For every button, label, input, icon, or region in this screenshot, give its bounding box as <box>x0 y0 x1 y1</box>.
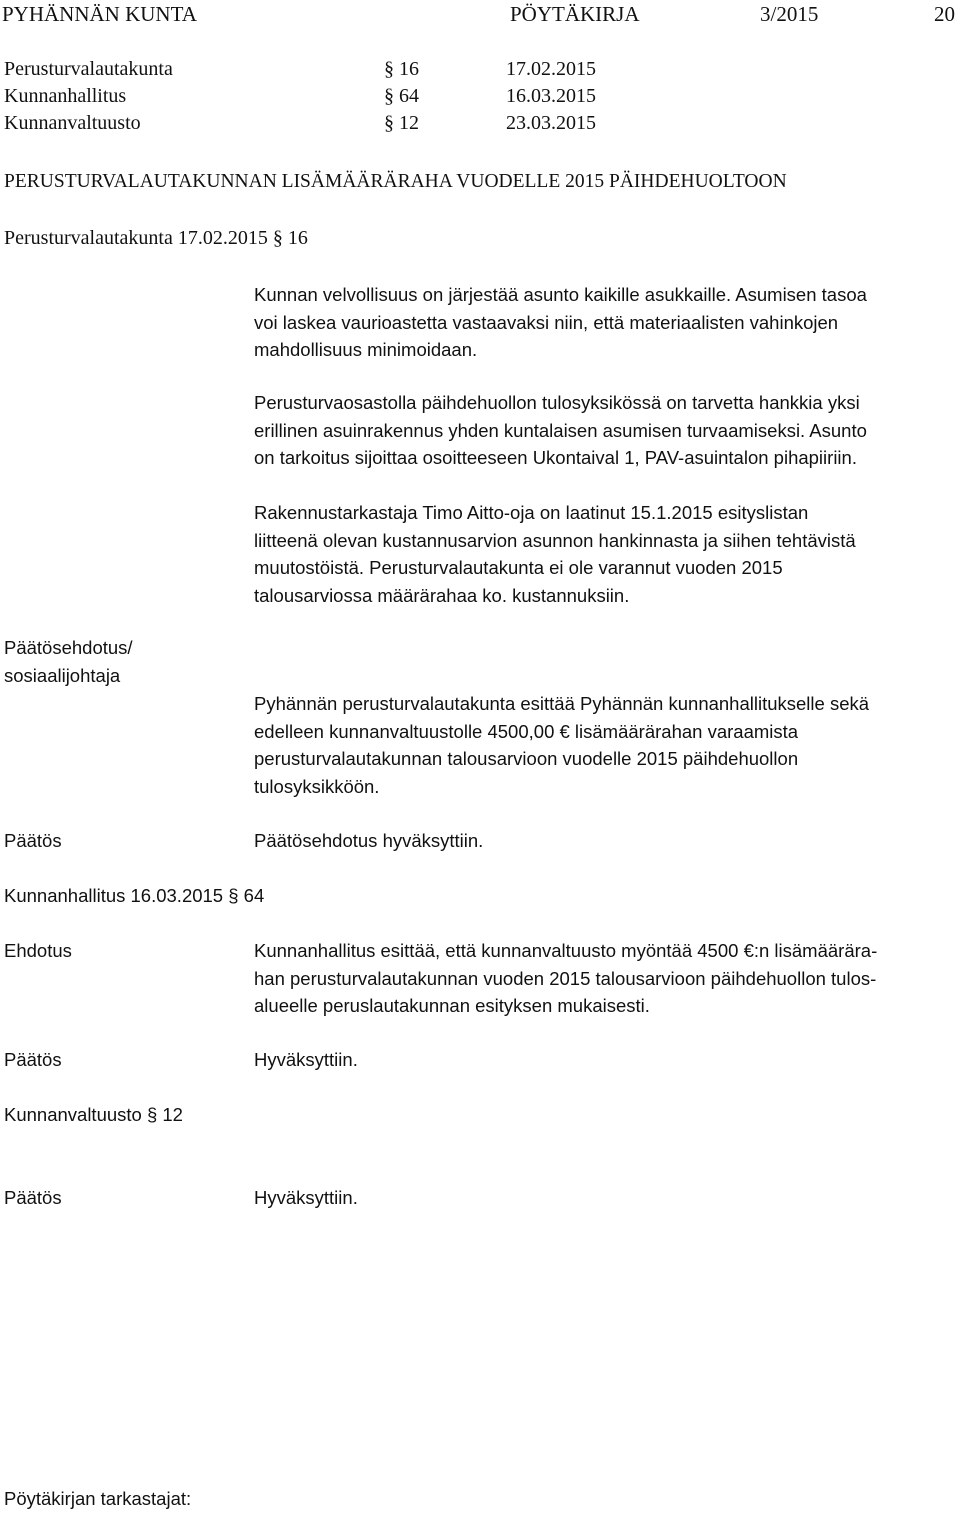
text-line: erillinen asuinrakennus yhden kuntalaisen asumisen turvaamiseksi. Asunto <box>254 419 867 441</box>
paragraph-housing-obligation <box>254 281 958 364</box>
handling-section: § 16 <box>384 58 419 80</box>
text-line: edelleen kunnanvaltuustolle 4500,00 € lisämäärärahan varaamista <box>254 720 799 742</box>
decision-label: Päätös <box>4 1187 62 1208</box>
proposal-label <box>4 634 133 689</box>
text-line: liitteenä olevan kustannusarvion asunnon hankinnasta ja siihen tehtävistä <box>254 529 856 551</box>
handling-body: Perusturvalautakunta <box>4 58 173 80</box>
decision-label: Päätös <box>4 830 62 851</box>
proposal-text <box>254 690 958 800</box>
reviewers-label: Pöytäkirjan tarkastajat: <box>4 1488 192 1509</box>
section-heading-kunnanvaltuusto: Kunnanvaltuusto § 12 <box>4 1104 183 1125</box>
decision-text: Hyväksyttiin. <box>254 1049 358 1070</box>
paragraph-cost-estimate <box>254 499 958 609</box>
text-line: on tarkoitus sijoittaa osoitteeseen Ukontaival 1, PAV-asuintalon pihapiiriin. <box>254 447 857 468</box>
section-heading-perusturva: Perusturvalautakunta 17.02.2015 § 16 <box>4 227 308 249</box>
decision-label: Päätös <box>4 1049 62 1070</box>
document-number: 3/2015 <box>760 2 819 26</box>
proposal-label: Ehdotus <box>4 940 72 961</box>
text-line: voi laskea vaurioastetta vastaavaksi niin, että materiaalisten vahinkojen <box>254 311 839 333</box>
text-line: Rakennustarkastaja Timo Aitto-oja on laatinut 15.1.2015 esityslistan <box>254 502 809 523</box>
text-line: Kunnan velvollisuus on järjestää asunto kaikille asukkaille. Asumisen tasoa <box>254 284 867 305</box>
text-line: alueelle peruslautakunnan esityksen mukaisesti. <box>254 995 650 1016</box>
decision-text: Päätösehdotus hyväksyttiin. <box>254 830 484 851</box>
text-line: Kunnanhallitus esittää, että kunnanvaltuusto myöntää 4500 €:n lisämäärärа- <box>254 940 878 961</box>
text-line: muutostöistä. Perusturvalautakunta ei ole varannut vuoden 2015 <box>254 557 783 578</box>
handling-body: Kunnanvaltuusto <box>4 112 141 134</box>
handling-date: 23.03.2015 <box>506 112 596 134</box>
text-line: sosiaalijohtaja <box>4 664 121 686</box>
decision-text: Hyväksyttiin. <box>254 1187 358 1208</box>
proposal-text <box>254 937 958 1020</box>
municipality-name: PYHÄNNÄN KUNTA <box>2 2 197 26</box>
text-line: perusturvalautakunnan talousarvioon vuodelle 2015 päihdehuollon <box>254 748 799 769</box>
text-line: Pyhännän perusturvalautakunta esittää Pyhännän kunnanhallitukselle sekä <box>254 693 870 714</box>
handling-section: § 64 <box>384 85 419 107</box>
text-line: han perusturvalautakunnan vuoden 2015 talousarvioon päihdehuollon tulos- <box>254 967 877 989</box>
text-line: tulosyksikköön. <box>254 775 380 797</box>
paragraph-housing-need <box>254 389 958 472</box>
agenda-title: PERUSTURVALAUTAKUNNAN LISÄMÄÄRÄRAHA VUODELLE 2015 PÄIHDEHUOLTOON <box>4 171 787 192</box>
page-number: 20 <box>934 2 955 26</box>
section-heading-kunnanhallitus: Kunnanhallitus 16.03.2015 § 64 <box>4 885 265 906</box>
text-line: Perusturvaosastolla päihdehuollon tulosyksikössä on tarvetta hankkia yksi <box>254 392 860 413</box>
document-type: PÖYTÄKIRJA <box>510 2 640 26</box>
handling-date: 16.03.2015 <box>506 85 596 107</box>
text-line: mahdollisuus minimoidaan. <box>254 339 478 360</box>
handling-section: § 12 <box>384 112 419 134</box>
text-line: talousarviossa määrärahaa ko. kustannuksiin. <box>254 584 630 606</box>
text-line: Päätösehdotus/ <box>4 637 133 658</box>
handling-body: Kunnanhallitus <box>4 85 127 107</box>
handling-date: 17.02.2015 <box>506 58 596 80</box>
